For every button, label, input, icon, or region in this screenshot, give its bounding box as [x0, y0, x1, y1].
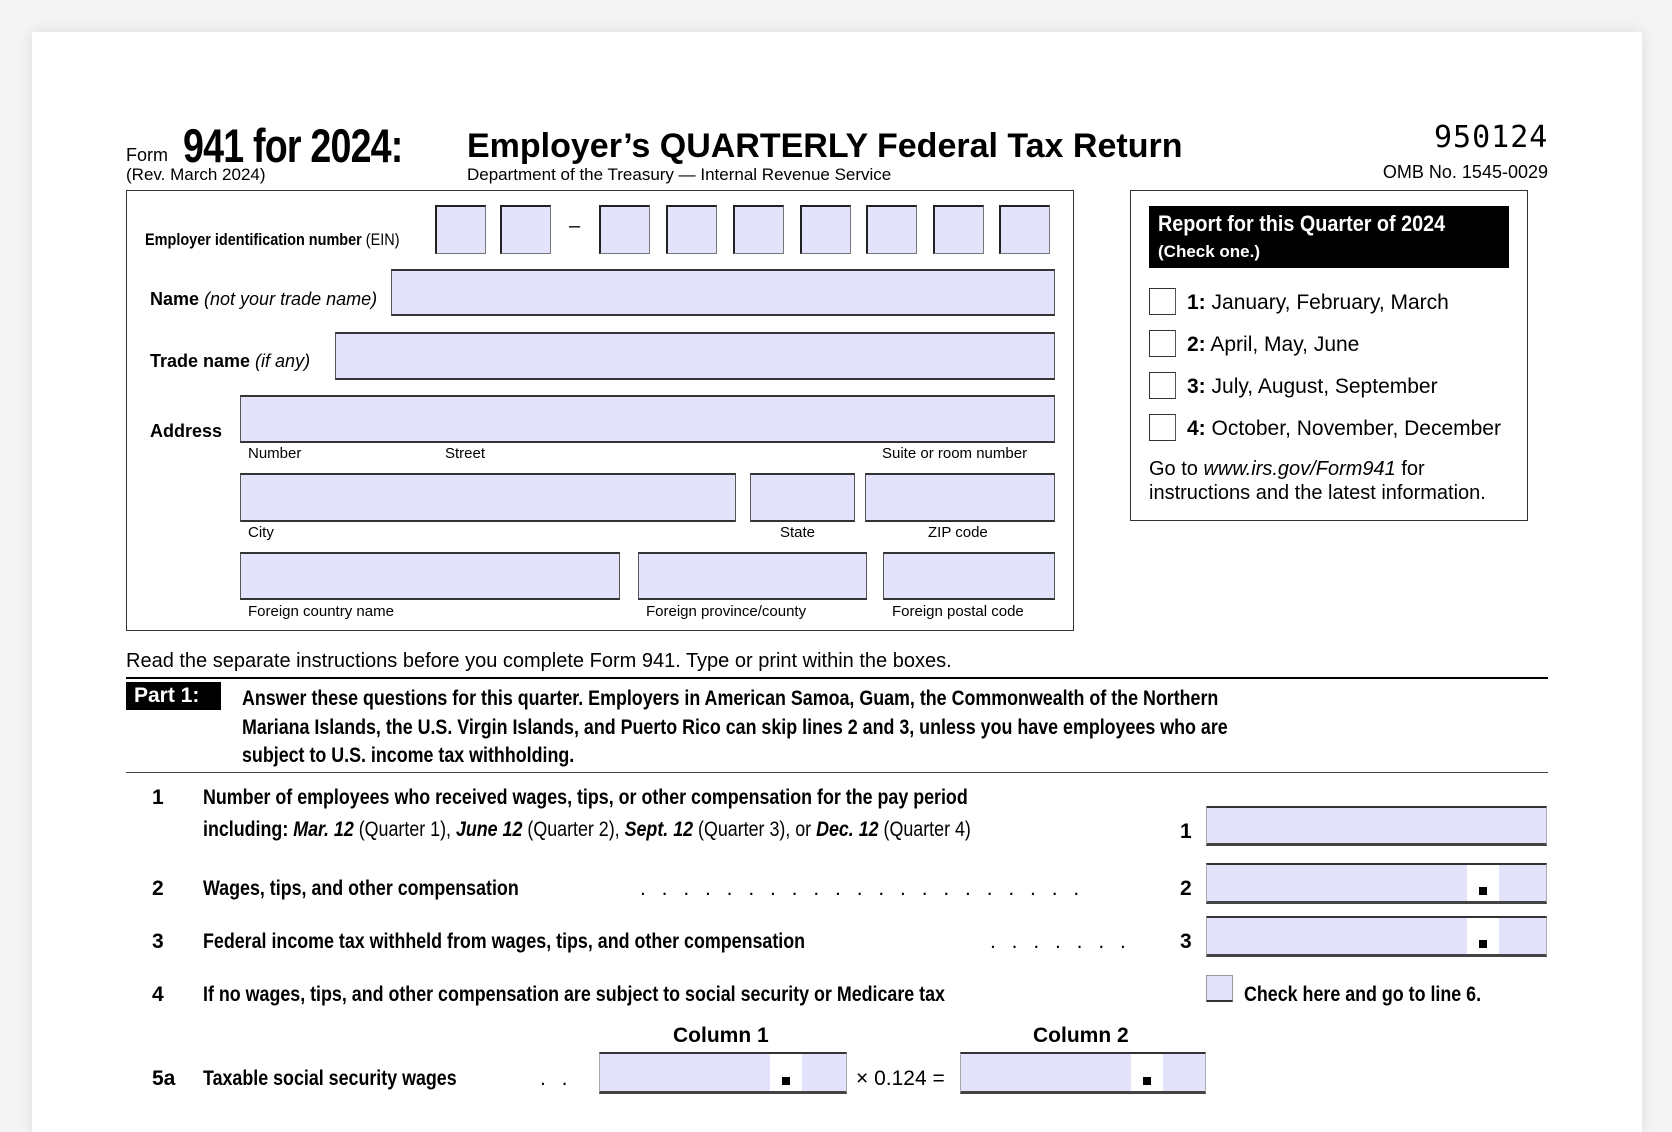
form-word: Form	[126, 145, 168, 165]
quarter-subheading: (Check one.)	[1158, 242, 1261, 261]
ein-digit-8[interactable]	[933, 205, 984, 254]
line-1-employees-input[interactable]	[1206, 806, 1547, 846]
zip-input[interactable]	[865, 473, 1055, 522]
foreign-postal-label: Foreign postal code	[892, 603, 1024, 620]
decimal-point	[1479, 940, 1487, 948]
line-3-withholding-input[interactable]	[1206, 916, 1547, 957]
line-1-box-label: 1	[1180, 820, 1192, 843]
line-3-box-label: 3	[1180, 930, 1192, 953]
street-address-input[interactable]	[240, 395, 1055, 443]
line-4-text: If no wages, tips, and other compensation are subject to social security or Medicare tax	[203, 983, 945, 1006]
decimal-point	[1143, 1077, 1151, 1085]
line-1-text-2: including: Mar. 12 (Quarter 1), June 12 (Quarter 2), Sept. 12 (Quarter 3), or Dec. 12 (Quarter 4)	[203, 818, 971, 841]
quarter-1-checkbox[interactable]	[1149, 288, 1176, 315]
address-label: Address	[150, 421, 223, 441]
omb-number: OMB No. 1545-0029	[1382, 162, 1548, 182]
ein-digit-1[interactable]	[435, 205, 486, 254]
name-label: Name (not your trade name)	[150, 289, 378, 309]
quarter-heading-bar	[1149, 206, 1509, 268]
ein-digit-5[interactable]	[733, 205, 784, 254]
line-4-check-label: Check here and go to line 6.	[1244, 983, 1482, 1006]
form-revision: (Rev. March 2024)	[126, 165, 266, 184]
line-5a-column-1-input[interactable]	[599, 1052, 847, 1094]
street-label: Street	[445, 445, 486, 462]
line-2-dots: . . . . . . . . . . . . . . . . . . . . .	[640, 877, 1085, 900]
decimal-point	[1479, 887, 1487, 895]
foreign-province-input[interactable]	[638, 552, 867, 600]
column-1-header: Column 1	[673, 1024, 769, 1047]
number-label: Number	[248, 445, 302, 462]
part1-tag: Part 1:	[126, 682, 221, 710]
column-2-header: Column 2	[1033, 1024, 1129, 1047]
line-2-box-label: 2	[1180, 877, 1192, 900]
decimal-point	[782, 1077, 790, 1085]
name-input[interactable]	[391, 269, 1055, 316]
city-label: City	[248, 524, 274, 541]
foreign-country-input[interactable]	[240, 552, 620, 600]
city-input[interactable]	[240, 473, 736, 522]
irs-link[interactable]: www.irs.gov/Form941	[1203, 458, 1396, 480]
foreign-country-label: Foreign country name	[248, 603, 394, 620]
line-2-text: Wages, tips, and other compensation	[203, 877, 519, 900]
ein-digit-4[interactable]	[666, 205, 717, 254]
line-4-checkbox[interactable]	[1206, 975, 1233, 1002]
line-4-number: 4	[152, 983, 164, 1006]
ein-digit-2[interactable]	[500, 205, 551, 254]
line-5a-multiplier: × 0.124 =	[856, 1067, 945, 1090]
suite-label: Suite or room number	[882, 445, 1028, 462]
foreign-province-label: Foreign province/county	[646, 603, 807, 620]
line-2-number: 2	[152, 877, 164, 900]
foreign-postal-input[interactable]	[883, 552, 1055, 600]
line-3-number: 3	[152, 930, 164, 953]
line-3-dots: . . . . . . .	[990, 930, 1131, 953]
ein-digit-7[interactable]	[866, 205, 917, 254]
part1-top-rule	[126, 677, 1548, 679]
line-1-number: 1	[152, 786, 164, 809]
line-5a-number: 5a	[152, 1067, 176, 1090]
ein-label: Employer identification number (EIN)	[145, 230, 400, 249]
form-title: Employer’s QUARTERLY Federal Tax Return	[467, 127, 1183, 165]
ein-digit-9[interactable]	[999, 205, 1050, 254]
trade-name-input[interactable]	[335, 332, 1055, 380]
agency: Department of the Treasury — Internal Revenue Service	[467, 165, 892, 184]
instructions-text: Read the separate instructions before you complete Form 941. Type or print within the boxes.	[126, 650, 952, 672]
ein-digit-3[interactable]	[599, 205, 650, 254]
quarter-4-checkbox[interactable]	[1149, 414, 1176, 441]
trade-name-label: Trade name (if any)	[150, 351, 311, 371]
form-code: 950124	[1434, 120, 1549, 155]
quarter-2-checkbox[interactable]	[1149, 330, 1176, 357]
line-3-text: Federal income tax withheld from wages, tips, and other compensation	[203, 930, 806, 953]
quarter-3-label: 3: July, August, September	[1187, 375, 1438, 398]
line-1-text: Number of employees who received wages, tips, or other compensation for the pay period	[203, 786, 968, 809]
part1-bottom-rule	[126, 772, 1548, 773]
quarter-3-checkbox[interactable]	[1149, 372, 1176, 399]
line-2-wages-input[interactable]	[1206, 863, 1547, 904]
ein-digit-6[interactable]	[800, 205, 851, 254]
line-5a-dots: . .	[540, 1067, 573, 1090]
zip-label: ZIP code	[928, 524, 988, 541]
line-5a-column-2-input[interactable]	[960, 1052, 1206, 1094]
part1-heading: Answer these questions for this quarter. Employers in American Samoa, Guam, the Commonwealth of the Northern Mariana Islands, the U.S. Virgin Islands, and Puerto Rico can skip lines 2 and 3, unless you have employees who are subject to U.S. income tax withholding.	[242, 687, 1228, 767]
state-input[interactable]	[750, 473, 855, 522]
quarter-instructions: Go to www.irs.gov/Form941 for instructions and the latest information.	[1149, 458, 1486, 504]
line-5a-text: Taxable social security wages	[203, 1067, 457, 1090]
ein-dash: –	[569, 215, 581, 237]
quarter-4-label: 4: October, November, December	[1187, 417, 1501, 440]
form-number: 941 for 2024:	[183, 119, 403, 172]
quarter-2-label: 2: April, May, June	[1187, 333, 1360, 356]
state-label: State	[780, 524, 816, 541]
quarter-1-label: 1: January, February, March	[1187, 291, 1449, 314]
quarter-heading: Report for this Quarter of 2024	[1158, 211, 1446, 236]
